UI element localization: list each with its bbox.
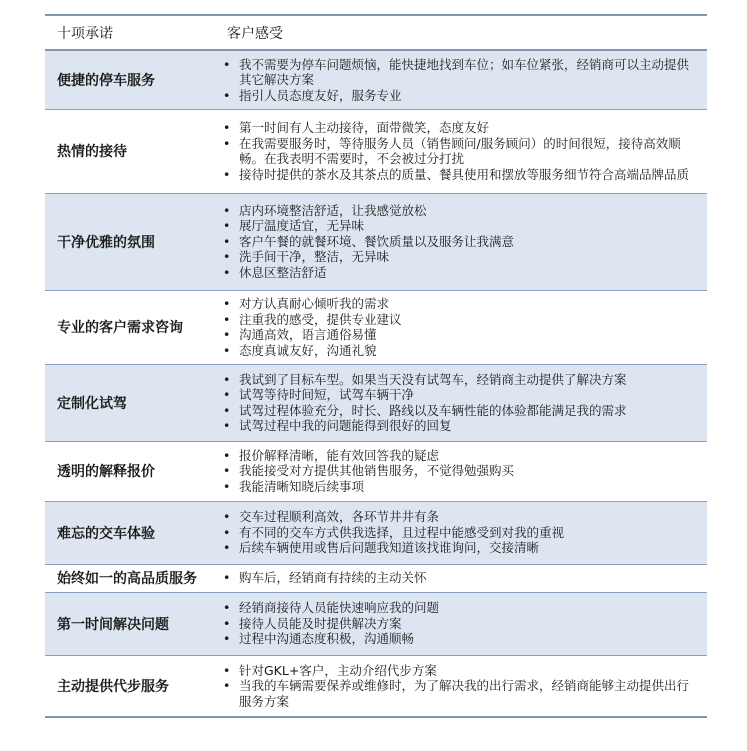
list-item: • 态度真诚友好，沟通礼貌: [223, 342, 377, 358]
bullet-icon: •: [223, 264, 231, 280]
commitment-title: 第一时间解决问题: [45, 592, 217, 655]
feeling-list: [217, 570, 701, 586]
list-item: • 我试到了目标车型。如果当天没有试驾车，经销商主动提供了解决方案: [223, 371, 627, 387]
header-customer-feeling: 客户感受: [217, 15, 707, 50]
bullet-icon: •: [223, 327, 231, 342]
commitment-title: 专业的客户需求咨询: [57, 320, 183, 336]
customer-feeling-cell: [217, 501, 707, 564]
bullet-icon: •: [223, 540, 231, 556]
list-item: • 交车过程顺利高效，各环节井井有条: [223, 509, 440, 525]
commitment-title: 始终如一的高品质服务: [57, 571, 197, 587]
list-item: • 休息区整洁舒适: [223, 264, 327, 280]
list-item: • 后续车辆使用或售后问题我知道该找谁询问，交接清晰: [223, 540, 540, 556]
list-item: • 沟通高效，语言通俗易懂: [223, 327, 377, 342]
table-row: [45, 364, 707, 441]
table-header-row: [45, 15, 707, 50]
list-item: • 试驾过程体验充分，时长、路线以及车辆性能的体验都能满足我的需求: [223, 402, 627, 418]
list-item: • 洗手间干净，整洁，无异味: [223, 249, 390, 265]
list-item: • 注重我的感受，提供专业建议: [223, 311, 402, 327]
header-commitments: 十项承诺: [45, 15, 217, 50]
feeling-list: [217, 600, 701, 647]
bullet-icon: •: [223, 233, 231, 249]
customer-feeling-cell: [217, 50, 707, 109]
bullet-icon: •: [223, 447, 231, 463]
bullet-icon: •: [223, 371, 231, 387]
table-row: [45, 50, 707, 109]
list-item: • 过程中沟通态度积极，沟通顺畅: [223, 631, 415, 647]
bullet-icon: •: [223, 135, 231, 151]
table-row: [45, 109, 707, 193]
list-item: • 我能接受对方提供其他销售服务，不觉得勉强购买: [223, 463, 515, 479]
bullet-icon: •: [223, 662, 231, 678]
customer-feeling-cell: [217, 441, 707, 501]
bullet-icon: •: [223, 311, 231, 327]
commitment-title: 干净优雅的氛围: [45, 193, 217, 290]
feeling-list: [217, 372, 701, 434]
bullet-icon: •: [223, 402, 231, 418]
bullet-icon: •: [223, 478, 231, 494]
feeling-list: [217, 120, 701, 182]
commitment-title: 难忘的交车体验: [45, 501, 217, 564]
commitment-title: 主动提供代步服务: [57, 678, 169, 695]
customer-feeling-cell: [217, 364, 707, 441]
commitment-title: 热情的接待: [57, 144, 127, 160]
customer-feeling-cell: [217, 193, 707, 290]
commitment-title: 定制化试驾: [45, 364, 217, 441]
list-item: • 店内环境整洁舒适，让我感觉放松: [223, 202, 427, 218]
bullet-icon: •: [223, 524, 231, 540]
bullet-icon: •: [223, 218, 231, 234]
bullet-icon: •: [223, 570, 231, 586]
list-item: • 指引人员态度友好，服务专业: [223, 87, 402, 103]
list-item: • 我能清晰知晓后续事项: [223, 478, 365, 494]
list-item: • 接待时提供的茶水及其茶点的质量、餐具使用和摆放等服务细节符合高端品牌品质: [223, 166, 690, 182]
feeling-list: [217, 296, 701, 358]
customer-feeling-cell: [217, 655, 707, 717]
bullet-icon: •: [223, 87, 231, 103]
list-item: • 有不同的交车方式供我选择，且过程中能感受到对我的重视: [223, 524, 565, 540]
list-item: • 针对GKL+客户，主动介绍代步方案: [223, 662, 437, 678]
table-row: [45, 501, 707, 564]
customer-feeling-cell: [217, 290, 707, 364]
customer-feeling-cell: [217, 109, 707, 193]
bullet-icon: •: [223, 678, 231, 693]
list-item: • 客户午餐的就餐环境、餐饮质量以及服务让我满意: [223, 233, 515, 249]
bullet-icon: •: [223, 463, 231, 479]
list-item: • 报价解释清晰，能有效回答我的疑虑: [223, 447, 440, 463]
feeling-list: [217, 448, 701, 495]
table-row: [45, 564, 707, 592]
list-item: • 试驾过程中我的问题能得到很好的回复: [223, 418, 452, 433]
commitment-title: 便捷的停车服务: [45, 50, 217, 109]
list-item: • 经销商接待人员能快速响应我的问题: [223, 600, 440, 616]
feeling-list: [217, 203, 701, 281]
list-item: • 当我的车辆需要保养或维修时，为了解决我的出行需求，经销商能够主动提供出行服务方案: [223, 678, 690, 709]
bullet-icon: •: [223, 615, 231, 631]
bullet-icon: •: [223, 631, 231, 647]
bullet-icon: •: [223, 202, 231, 218]
feeling-list: [217, 57, 701, 104]
list-item: • 我不需要为停车问题烦恼，能快捷地找到车位；如车位紧张，经销商可以主动提供其它解决方案: [223, 56, 690, 87]
table-row: [45, 655, 707, 717]
list-item: • 对方认真耐心倾听我的需求: [223, 296, 390, 311]
table-row: [45, 441, 707, 501]
bullet-icon: •: [223, 166, 231, 182]
list-item: • 购车后，经销商有持续的主动关怀: [223, 570, 427, 586]
list-item: • 接待人员能及时提供解决方案: [223, 615, 402, 631]
bullet-icon: •: [223, 296, 231, 311]
commitments-table: [45, 14, 707, 718]
table-row: [45, 290, 707, 364]
feeling-list: [217, 509, 701, 556]
list-item: • 试驾等待时间短，试驾车辆干净: [223, 387, 415, 402]
customer-feeling-cell: [217, 592, 707, 655]
bullet-icon: •: [223, 387, 231, 402]
bullet-icon: •: [223, 56, 231, 72]
list-item: • 在我需要服务时，等待服务人员（销售顾问/服务顾问）的时间很短，接待高效顺畅。在我表明不需要时，不会被过分打扰: [223, 135, 681, 166]
commitment-title: 透明的解释报价: [57, 464, 155, 480]
list-item: • 展厅温度适宜，无异味: [223, 218, 365, 234]
table-row: [45, 193, 707, 290]
bullet-icon: •: [223, 120, 231, 135]
bullet-icon: •: [223, 342, 231, 358]
feeling-list: [217, 663, 701, 710]
bullet-icon: •: [223, 600, 231, 616]
customer-feeling-cell: [217, 564, 707, 592]
bullet-icon: •: [223, 249, 231, 265]
table-row: [45, 592, 707, 655]
bullet-icon: •: [223, 418, 231, 433]
list-item: • 第一时间有人主动接待，面带微笑，态度友好: [223, 120, 490, 135]
bullet-icon: •: [223, 509, 231, 525]
